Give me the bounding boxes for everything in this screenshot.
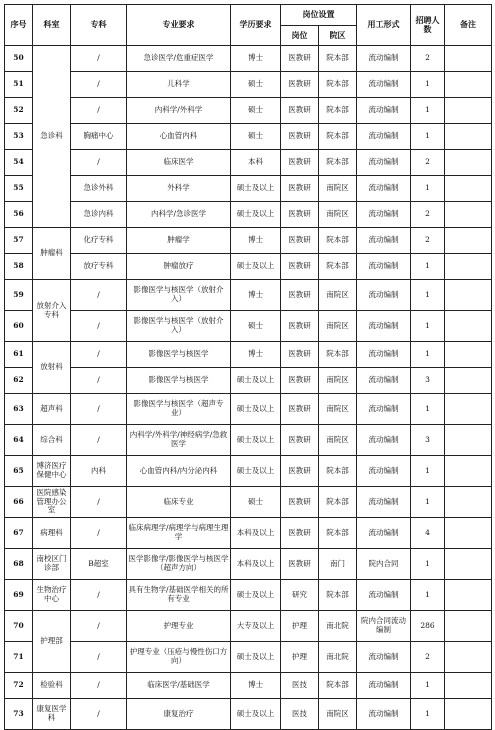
cell-quota: 1 [411,72,445,98]
cell-remarks [445,394,492,425]
cell-dept: 生物治疗中心 [33,580,71,611]
cell-specialty: / [71,673,127,699]
cell-remarks [445,150,492,176]
cell-major: 影像医学与核医学 [127,342,231,368]
cell-campus: 南院区 [319,311,357,342]
table-row [5,72,492,98]
cell-major: 内科学/外科学/神经病学/急救医学 [127,425,231,456]
cell-post: 医教研 [281,342,319,368]
cell-employment: 流动编制 [357,176,411,202]
table-row [5,394,492,425]
cell-post: 医教研 [281,124,319,150]
cell-no: 50 [5,46,33,72]
cell-major: 内科学/急诊医学 [127,202,231,228]
cell-dept: 急诊科 [33,46,71,228]
cell-dept: 博济医疗保健中心 [33,456,71,487]
cell-dept: 综合科 [33,425,71,456]
cell-campus: 院本部 [319,580,357,611]
table-row [5,487,492,518]
cell-quota: 1 [411,487,445,518]
cell-no: 62 [5,368,33,394]
cell-campus: 南院区 [319,202,357,228]
cell-education: 硕士及以上 [231,425,281,456]
cell-specialty: / [71,394,127,425]
cell-education: 硕士及以上 [231,642,281,673]
cell-employment: 流动编制 [357,394,411,425]
cell-education: 硕士及以上 [231,580,281,611]
header-post: 岗位 [281,26,319,46]
header-major: 专业要求 [127,5,231,46]
cell-post: 护理 [281,642,319,673]
cell-education: 硕士 [231,124,281,150]
cell-specialty: / [71,487,127,518]
cell-remarks [445,425,492,456]
cell-dept: 肿瘤科 [33,228,71,280]
table-row [5,518,492,549]
cell-major: 医学影像学/影像医学与核医学（超声方向） [127,549,231,580]
table-row [5,280,492,311]
cell-post: 医教研 [281,368,319,394]
cell-dept: 康复医学科 [33,699,71,730]
header-dept: 科室 [33,5,71,46]
cell-campus: 南院区 [319,368,357,394]
cell-post: 医教研 [281,176,319,202]
cell-major: 儿科学 [127,72,231,98]
header-remarks: 备注 [445,5,492,46]
cell-campus: 院本部 [319,487,357,518]
cell-employment: 流动编制 [357,254,411,280]
cell-specialty: / [71,46,127,72]
cell-quota: 286 [411,611,445,642]
cell-remarks [445,487,492,518]
cell-no: 65 [5,456,33,487]
cell-major: 临床医学 [127,150,231,176]
cell-campus: 南门 [319,549,357,580]
cell-quota: 1 [411,254,445,280]
cell-campus: 院本部 [319,98,357,124]
cell-campus: 院本部 [319,342,357,368]
recruitment-table-page [4,4,491,730]
cell-remarks [445,98,492,124]
cell-specialty: / [71,368,127,394]
cell-quota: 1 [411,394,445,425]
cell-remarks [445,124,492,150]
cell-remarks [445,254,492,280]
cell-major: 外科学 [127,176,231,202]
cell-remarks [445,580,492,611]
cell-employment: 流动编制 [357,580,411,611]
cell-post: 医教研 [281,46,319,72]
cell-employment: 流动编制 [357,518,411,549]
cell-quota: 1 [411,280,445,311]
cell-remarks [445,176,492,202]
cell-employment: 流动编制 [357,98,411,124]
cell-no: 63 [5,394,33,425]
cell-education: 博士 [231,673,281,699]
cell-education: 硕士及以上 [231,202,281,228]
cell-dept: 南校区门诊部 [33,549,71,580]
table-row [5,176,492,202]
cell-post: 医教研 [281,549,319,580]
cell-education: 硕士 [231,487,281,518]
header-education: 学历要求 [231,5,281,46]
cell-quota: 1 [411,176,445,202]
cell-quota: 3 [411,368,445,394]
table-row [5,202,492,228]
cell-remarks [445,342,492,368]
cell-employment: 流动编制 [357,72,411,98]
cell-education: 博士 [231,228,281,254]
cell-employment: 院内合同 [357,549,411,580]
cell-specialty: B超室 [71,549,127,580]
cell-education: 博士 [231,342,281,368]
cell-remarks [445,368,492,394]
cell-specialty: / [71,150,127,176]
cell-employment: 流动编制 [357,699,411,730]
table-row [5,342,492,368]
cell-specialty: 急诊内科 [71,202,127,228]
cell-major: 肿瘤学 [127,228,231,254]
cell-education: 硕士 [231,72,281,98]
cell-major: 急诊医学/危重症医学 [127,46,231,72]
cell-post: 医技 [281,673,319,699]
cell-education: 硕士 [231,311,281,342]
cell-no: 67 [5,518,33,549]
cell-no: 60 [5,311,33,342]
cell-employment: 流动编制 [357,425,411,456]
cell-dept: 放射科 [33,342,71,394]
cell-major: 影像医学与核医学（放射介入） [127,311,231,342]
cell-dept: 超声科 [33,394,71,425]
cell-education: 硕士及以上 [231,254,281,280]
cell-post: 医教研 [281,394,319,425]
cell-quota: 2 [411,46,445,72]
cell-major: 肿瘤放疗 [127,254,231,280]
recruitment-table [4,4,492,730]
cell-quota: 4 [411,518,445,549]
cell-quota: 2 [411,150,445,176]
cell-campus: 院本部 [319,254,357,280]
header-employment: 用工形式 [357,5,411,46]
cell-major: 临床病理学/病理学与病理生理学 [127,518,231,549]
cell-dept: 放射介入专科 [33,280,71,342]
header-campus: 院区 [319,26,357,46]
cell-specialty: / [71,311,127,342]
cell-quota: 2 [411,228,445,254]
cell-post: 医教研 [281,425,319,456]
cell-no: 55 [5,176,33,202]
cell-major: 康复治疗 [127,699,231,730]
cell-campus: 院本部 [319,518,357,549]
header-seq: 序号 [5,5,33,46]
cell-quota: 1 [411,580,445,611]
cell-education: 硕士及以上 [231,176,281,202]
cell-no: 61 [5,342,33,368]
cell-post: 医教研 [281,518,319,549]
cell-major: 心血管内科 [127,124,231,150]
table-row [5,311,492,342]
cell-campus: 院本部 [319,228,357,254]
cell-employment: 流动编制 [357,642,411,673]
cell-post: 医教研 [281,202,319,228]
cell-specialty: 内科 [71,456,127,487]
cell-specialty: / [71,280,127,311]
header-specialty: 专科 [71,5,127,46]
cell-remarks [445,72,492,98]
cell-remarks [445,611,492,642]
cell-quota: 2 [411,202,445,228]
cell-quota: 1 [411,98,445,124]
cell-major: 护理专业（压疮与慢性伤口方向） [127,642,231,673]
cell-major: 影像医学与核医学（超声专业） [127,394,231,425]
cell-remarks [445,642,492,673]
cell-specialty: / [71,98,127,124]
cell-quota: 3 [411,425,445,456]
cell-specialty: / [71,611,127,642]
cell-no: 73 [5,699,33,730]
cell-remarks [445,311,492,342]
table-row [5,549,492,580]
table-row [5,46,492,72]
table-row [5,98,492,124]
table-row [5,228,492,254]
cell-specialty: 化疗专科 [71,228,127,254]
cell-major: 内科学/外科学 [127,98,231,124]
cell-dept: 护理部 [33,611,71,673]
cell-employment: 流动编制 [357,456,411,487]
cell-remarks [445,518,492,549]
cell-post: 医教研 [281,72,319,98]
table-row [5,642,492,673]
cell-no: 56 [5,202,33,228]
cell-education: 硕士及以上 [231,456,281,487]
cell-specialty: 胸痛中心 [71,124,127,150]
cell-employment: 流动编制 [357,124,411,150]
table-row [5,699,492,730]
cell-quota: 1 [411,456,445,487]
cell-major: 影像医学与核医学（放射介入） [127,280,231,311]
cell-quota: 2 [411,642,445,673]
cell-no: 69 [5,580,33,611]
cell-specialty: / [71,699,127,730]
cell-education: 硕士 [231,98,281,124]
table-row [5,456,492,487]
cell-employment: 流动编制 [357,342,411,368]
cell-campus: 南院区 [319,280,357,311]
cell-remarks [445,228,492,254]
cell-quota: 1 [411,699,445,730]
cell-employment: 流动编制 [357,228,411,254]
cell-remarks [445,673,492,699]
cell-post: 医教研 [281,228,319,254]
cell-specialty: 放疗专科 [71,254,127,280]
cell-campus: 南北院 [319,611,357,642]
cell-major: 影像医学与核医学 [127,368,231,394]
cell-no: 58 [5,254,33,280]
cell-campus: 南院区 [319,425,357,456]
table-row [5,124,492,150]
cell-post: 医教研 [281,456,319,487]
cell-no: 52 [5,98,33,124]
cell-specialty: / [71,72,127,98]
cell-post: 医教研 [281,150,319,176]
cell-post: 医教研 [281,98,319,124]
table-row [5,611,492,642]
cell-education: 大专及以上 [231,611,281,642]
cell-no: 57 [5,228,33,254]
cell-campus: 院本部 [319,673,357,699]
table-row [5,425,492,456]
cell-campus: 院本部 [319,46,357,72]
cell-no: 54 [5,150,33,176]
cell-no: 53 [5,124,33,150]
cell-specialty: / [71,580,127,611]
cell-specialty: / [71,642,127,673]
cell-no: 51 [5,72,33,98]
cell-campus: 南院区 [319,394,357,425]
cell-specialty: / [71,425,127,456]
cell-post: 研究 [281,580,319,611]
cell-campus: 南院区 [319,176,357,202]
cell-remarks [445,549,492,580]
header-post-setting: 岗位设置 [281,5,357,26]
cell-remarks [445,280,492,311]
cell-no: 64 [5,425,33,456]
cell-campus: 院本部 [319,124,357,150]
cell-campus: 院本部 [319,150,357,176]
cell-education: 硕士及以上 [231,699,281,730]
cell-campus: 院本部 [319,72,357,98]
cell-dept: 医院感染管理办公室 [33,487,71,518]
cell-no: 71 [5,642,33,673]
cell-no: 72 [5,673,33,699]
cell-employment: 流动编制 [357,673,411,699]
cell-post: 医教研 [281,254,319,280]
cell-education: 硕士及以上 [231,394,281,425]
cell-campus: 南院区 [319,699,357,730]
table-row [5,580,492,611]
cell-quota: 1 [411,342,445,368]
cell-post: 医教研 [281,311,319,342]
cell-specialty: / [71,518,127,549]
cell-no: 66 [5,487,33,518]
cell-specialty: / [71,342,127,368]
cell-quota: 1 [411,549,445,580]
cell-education: 本科 [231,150,281,176]
cell-campus: 南北院 [319,642,357,673]
cell-major: 临床医学/基础医学 [127,673,231,699]
cell-quota: 1 [411,311,445,342]
table-row [5,254,492,280]
cell-dept: 病理科 [33,518,71,549]
cell-education: 博士 [231,280,281,311]
cell-campus: 院本部 [319,456,357,487]
cell-no: 68 [5,549,33,580]
cell-post: 医教研 [281,487,319,518]
cell-employment: 流动编制 [357,202,411,228]
cell-major: 具有生物学/基础医学相关的所有专业 [127,580,231,611]
cell-remarks [445,699,492,730]
cell-specialty: 急诊外科 [71,176,127,202]
cell-remarks [445,456,492,487]
table-row [5,673,492,699]
cell-quota: 1 [411,124,445,150]
cell-remarks [445,46,492,72]
cell-no: 59 [5,280,33,311]
cell-employment: 流动编制 [357,487,411,518]
table-row [5,368,492,394]
cell-employment: 流动编制 [357,46,411,72]
cell-remarks [445,202,492,228]
cell-education: 硕士及以上 [231,368,281,394]
cell-employment: 流动编制 [357,368,411,394]
cell-major: 临床专业 [127,487,231,518]
cell-education: 本科及以上 [231,518,281,549]
cell-education: 博士 [231,46,281,72]
cell-post: 医教研 [281,280,319,311]
cell-employment: 流动编制 [357,150,411,176]
cell-no: 70 [5,611,33,642]
cell-major: 护理专业 [127,611,231,642]
cell-education: 本科及以上 [231,549,281,580]
cell-post: 医技 [281,699,319,730]
cell-employment: 流动编制 [357,280,411,311]
cell-employment: 流动编制 [357,311,411,342]
table-row [5,150,492,176]
header-row-1 [5,5,492,26]
header-quota: 招聘人数 [411,5,445,46]
cell-major: 心血管内科/内分泌内科 [127,456,231,487]
cell-post: 护理 [281,611,319,642]
cell-employment: 院内合同流动编制 [357,611,411,642]
cell-quota: 1 [411,673,445,699]
cell-dept: 检验科 [33,673,71,699]
